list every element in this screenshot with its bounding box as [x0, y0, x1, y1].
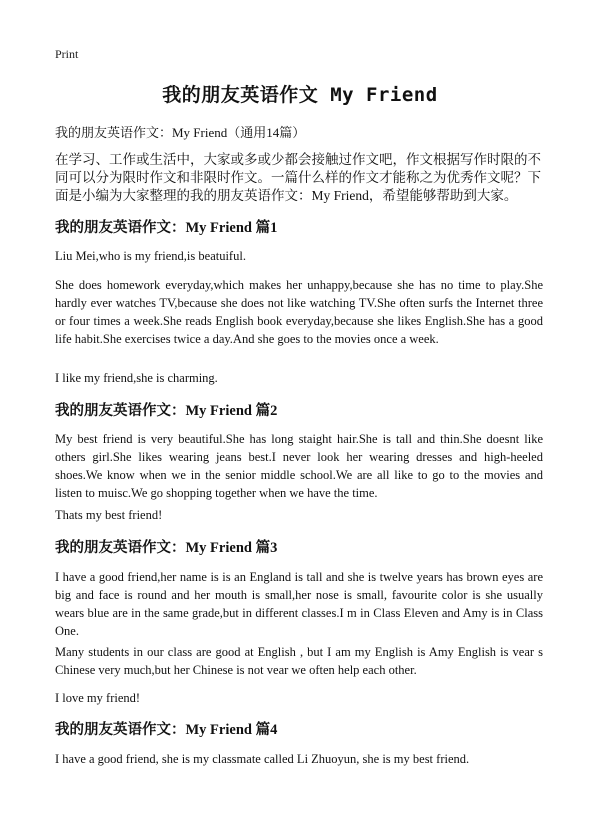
page-title: 我的朋友英语作文 My Friend	[162, 84, 438, 106]
section-heading-4: 我的朋友英语作文：My Friend 篇4	[55, 722, 278, 738]
print-link[interactable]: Print	[55, 47, 79, 61]
section-2-paragraph-1: My best friend is very beautiful.She has long staight hair.She is tall and thin.She doesnt like others girl.She likes wearing jeans best.I never look her wearing dresses and high-heeled shoes.We know when we in the senior middle school.We are all like to go to the movies and listen to muisc.We go shopping together when we have the time.	[55, 432, 543, 500]
section-1-paragraph-3: I like my friend,she is charming.	[55, 371, 218, 385]
section-3-paragraph-1: I have a good friend,her name is is an England is tall and she is twelve years has brown eyes are big and face is round and her mouth is small,her nose is small, favourite color is she usually wears blue are in the same grade,but in different classes.I m in Class Eleven and Amy is in Class One.	[55, 570, 543, 638]
section-1-paragraph-2: She does homework everyday,which makes her unhappy,because she has no time to play.She hardly ever watches TV,because she does not like watching TV.She often surfs the Internet three or four times a week.She reads English book everyday,because she likes English.She has a good life habit.She exercises twice a day.And she goes to the movies once a week.	[55, 278, 543, 346]
section-4-paragraph-1: I have a good friend, she is my classmate called Li Zhuoyun, she is my best friend.	[55, 752, 470, 766]
section-heading-3: 我的朋友英语作文：My Friend 篇3	[55, 540, 278, 556]
section-heading-2: 我的朋友英语作文：My Friend 篇2	[55, 403, 278, 419]
subtitle: 我的朋友英语作文：My Friend（通用14篇）	[55, 125, 306, 140]
section-1-paragraph-1: Liu Mei,who is my friend,is beatuiful.	[55, 249, 246, 263]
section-2-paragraph-2: Thats my best friend!	[55, 508, 163, 522]
intro-paragraph: 在学习、工作或生活中，大家或多或少都会接触过作文吧，作文根据写作时限的不同可以分为限时作文和非限时作文。一篇什么样的作文才能称之为优秀作文呢？下面是小编为大家整理的我的朋友英语作文：My Friend，希望能够帮助到大家。	[55, 152, 541, 203]
section-3-paragraph-2: Many students in our class are good at English , but I am my English is Amy English is vear s Chinese very much,but her Chinese is not vear we often help each other.	[55, 645, 543, 677]
section-3-paragraph-3: I love my friend!	[55, 691, 141, 705]
section-heading-1: 我的朋友英语作文：My Friend 篇1	[55, 220, 278, 236]
